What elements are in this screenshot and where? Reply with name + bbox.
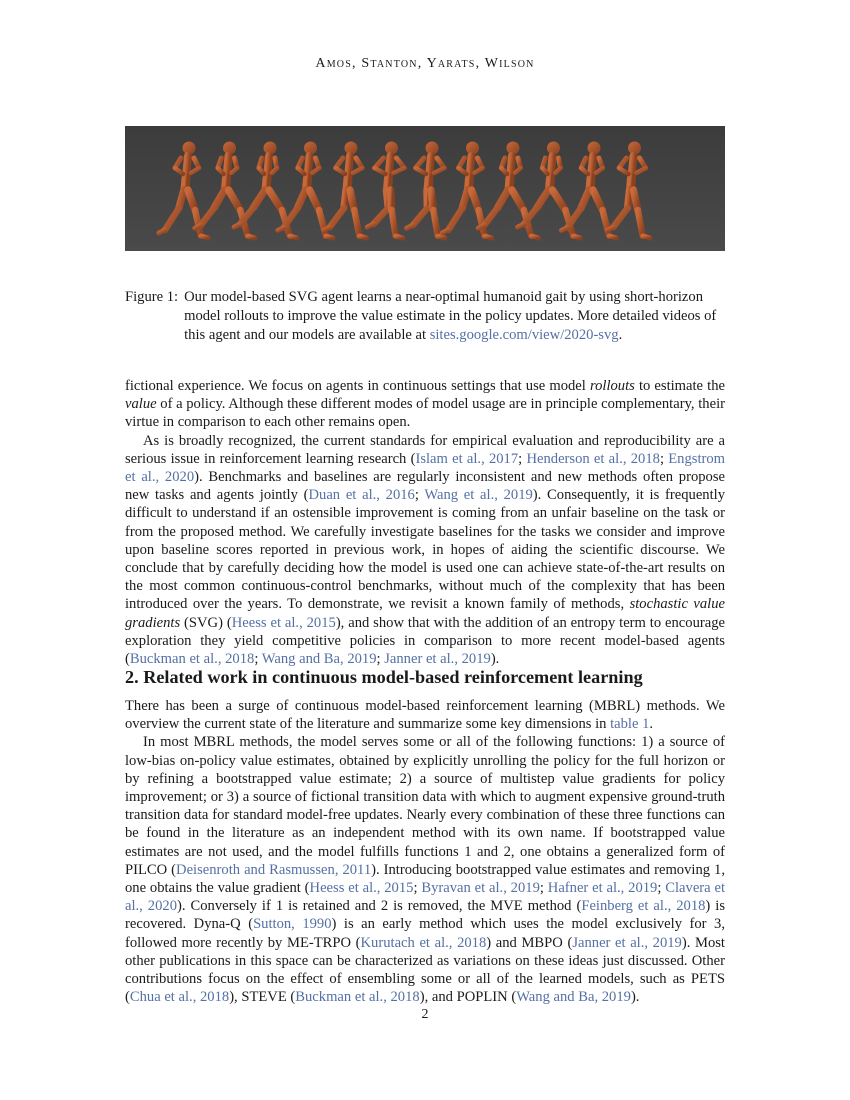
citation-link[interactable]: Wang and Ba, 2019	[516, 989, 631, 1006]
citation-link[interactable]: Islam et al., 2017	[415, 450, 519, 467]
section-heading: 2. Related work in continuous model-based reinforcement learning	[125, 667, 643, 687]
citation-link[interactable]: Heess et al., 2015	[231, 614, 336, 631]
figure-caption-text: Our model-based SVG agent learns a near-optimal humanoid gait by using short-horizon model rollouts to improve the value estimate in the policy updates. More detailed videos of this agent and our models are available at sites.google.com/view/2020-svg.	[184, 289, 717, 343]
section-text	[125, 697, 725, 1006]
citation-link[interactable]: Buckman et al., 2018	[295, 989, 420, 1006]
citation-link[interactable]: Duan et al., 2016	[308, 487, 415, 504]
intro-text	[125, 377, 725, 668]
citation-link[interactable]: Heess et al., 2015	[309, 880, 414, 897]
figure-caption-label: Figure 1:	[125, 289, 179, 305]
citation-link[interactable]: Clavera et al., 2020	[125, 880, 726, 915]
citation-link[interactable]: Janner et al., 2019	[572, 934, 682, 951]
citation-link[interactable]: Wang et al., 2019	[424, 487, 533, 504]
project-link[interactable]: sites.google.com/view/2020-svg	[429, 327, 619, 343]
intro-paragraph-1: fictional experience. We focus on agents in continuous settings that use model rollouts to estimate the value of a policy. Although these different modes of model usage are in principle complementary, their virtue in comparison to each other remains open.	[125, 378, 725, 431]
intro-paragraph-2: As is broadly recognized, the current standards for empirical evaluation and reproducibility are a serious issue in reinforcement learning research (Islam et al., 2017; Henderson et al., 2018; Engstrom et al., 2020). Benchmarks and baselines are regularly inconsistent and new methods often propose new tasks and agents jointly (Duan et al., 2016; Wang et al., 2019). Consequently, it is frequently difficult to understand if an ostensible improvement is coming from an unfair baseline on the task or from the proposed method. We carefully investigate baselines for the tasks we consider and improve upon baseline scores reported in previous work, in hopes of aiding the scientific discourse. We conclude that by carefully deciding how the model is used one can achieve state-of-the-art results on the most common continuous-control benchmarks, without much of the complexity that has been introduced over the years. To demonstrate, we revisit a known family of methods, stochastic value gradients (SVG) (Heess et al., 2015), and show that with the addition of an entropy term to encourage exploration they yield competitive policies in comparison to more recent model-based agents (Buckman et al., 2018; Wang and Ba, 2019; Janner et al., 2019).	[125, 432, 726, 668]
citation-link[interactable]: Feinberg et al., 2018	[581, 898, 706, 915]
section-paragraph-1: There has been a surge of continuous model-based reinforcement learning (MBRL) methods. We overview the current state of the literature and summarize some key dimensions in table 1.	[125, 698, 725, 733]
humanoid-sequence-illustration	[125, 126, 725, 251]
figure-image	[125, 126, 725, 251]
table-reference-link[interactable]: table 1	[610, 716, 650, 733]
citation-link[interactable]: Janner et al., 2019	[384, 651, 491, 668]
citation-link[interactable]: Hafner et al., 2019	[547, 880, 658, 897]
section-paragraph-2: In most MBRL methods, the model serves some or all of the following functions: 1) a source of low-bias on-policy value estimates, obtained by explicitly unrolling the policy for the full horizon or by refining a bootstrapped value estimate; 2) a source of multistep value gradients for policy improvement; or 3) a source of fictional transition data with which to augment expensive ground-truth transition data for standard model-free updates. Nearly every combination of these three functions can be found in the literature as an independent method with its own name. If bootstrapped value estimates are not used, and the model fulfills functions 1 and 2, one obtains a generalized form of PILCO (Deisenroth and Rasmussen, 2011). Introducing bootstrapped value estimates and removing 1, one obtains the value gradient (Heess et al., 2015; Byravan et al., 2019; Hafner et al., 2019; Clavera et al., 2020). Conversely if 1 is retained and 2 is removed, the MVE method (Feinberg et al., 2018) is recovered. Dyna-Q (Sutton, 1990) is an early method which uses the model exclusively for 3, followed more recently by ME-TRPO (Kurutach et al., 2018) and MBPO (Janner et al., 2019). Most other publications in this space can be characterized as variations on these ideas just discussed. Other contributions focus on the effect of ensembling some or all of the learned models, such as PETS (Chua et al., 2018), STEVE (Buckman et al., 2018), and POPLIN (Wang and Ba, 2019).	[125, 734, 726, 1006]
running-header: Amos, Stanton, Yarats, Wilson	[315, 56, 535, 71]
citation-link[interactable]: Buckman et al., 2018	[129, 651, 255, 668]
citation-link[interactable]: Engstrom et al., 2020	[125, 450, 726, 486]
citation-link[interactable]: Byravan et al., 2019	[421, 880, 540, 897]
citation-link[interactable]: Henderson et al., 2018	[526, 450, 660, 467]
citation-link[interactable]: Wang and Ba, 2019	[261, 651, 377, 668]
citation-link[interactable]: Sutton, 1990	[253, 916, 332, 933]
citation-link[interactable]: Kurutach et al., 2018	[360, 934, 487, 951]
page-number: 2	[421, 1007, 429, 1022]
figure-caption	[125, 288, 725, 345]
citation-link[interactable]: Chua et al., 2018	[129, 989, 230, 1006]
citation-link[interactable]: Deisenroth and Rasmussen, 2011	[176, 861, 372, 878]
